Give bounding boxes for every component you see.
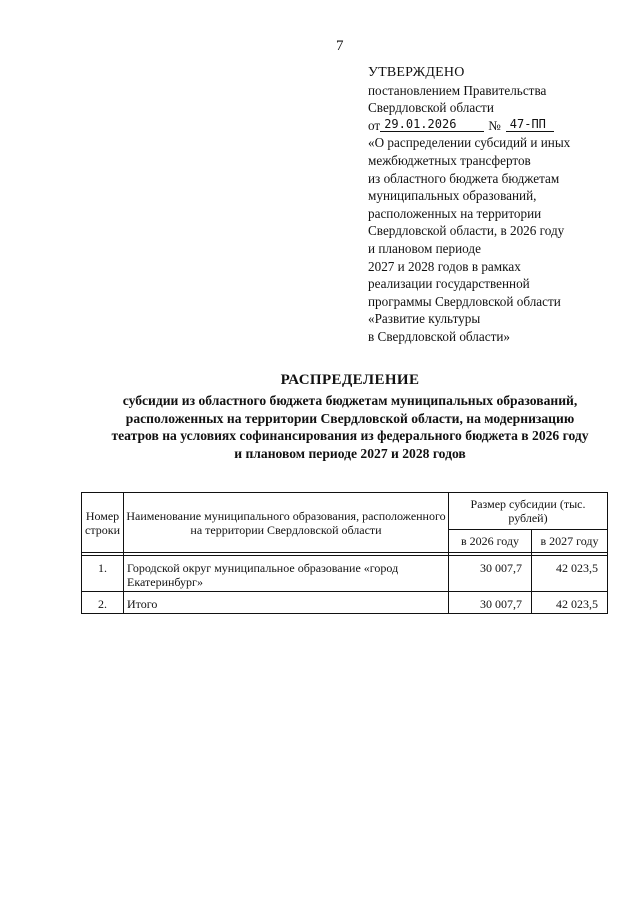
- resolution-title-line: «Развитие культуры: [368, 311, 481, 327]
- row-name: Итого: [124, 592, 449, 614]
- table-row: [82, 556, 608, 592]
- resolution-title-line: реализации государственной: [368, 276, 530, 292]
- resolution-title-line: из областного бюджета бюджетам: [368, 170, 560, 186]
- row-value-2027: 42 023,5: [532, 592, 608, 614]
- resolution-title-line: расположенных на территории: [368, 205, 542, 221]
- resolution-title-line: Свердловской области, в 2026 году: [368, 223, 565, 239]
- header-number: Номер строки: [82, 493, 124, 553]
- subtitle-line: расположенных на территории Свердловской области, на модернизацию: [125, 410, 575, 426]
- header-year-2027: в 2027 году: [532, 530, 608, 553]
- resolution-title-line: муниципальных образований,: [368, 188, 537, 204]
- resolution-title-line: «О распределении субсидий и иных: [368, 135, 571, 151]
- row-number: 2.: [82, 592, 124, 614]
- subtitle-line: и плановом периоде 2027 и 2028 годов: [234, 445, 466, 461]
- table-row: [82, 592, 608, 614]
- approval-line-2: Свердловской области: [368, 100, 494, 116]
- approval-line-1: постановлением Правительства: [368, 82, 547, 98]
- table-header-row: [82, 493, 608, 530]
- row-value-2026: 30 007,7: [449, 592, 532, 614]
- number-label: №: [488, 117, 501, 133]
- distribution-table: [81, 492, 608, 614]
- subtitle-line: театров на условиях софинансирования из федерального бюджета в 2026 году: [111, 428, 589, 444]
- header-subsidy: Размер субсидии (тыс. рублей): [449, 493, 608, 530]
- resolution-title-line: и плановом периоде: [368, 240, 481, 256]
- subtitle-line: субсидии из областного бюджета бюджетам муниципальных образований,: [122, 393, 578, 408]
- resolution-title-line: межбюджетных трансфертов: [368, 152, 531, 168]
- document-title: РАСПРЕДЕЛЕНИЕ: [280, 372, 420, 388]
- page-number: 7: [336, 38, 344, 54]
- approval-date-number-line: [368, 117, 630, 135]
- resolution-number: 47-ПП: [506, 118, 554, 132]
- row-value-2027: 42 023,5: [532, 556, 608, 592]
- header-year-2026: в 2026 году: [449, 530, 532, 553]
- resolution-title-line: в Свердловской области»: [368, 328, 510, 344]
- from-label: от: [368, 117, 381, 133]
- row-value-2026: 30 007,7: [449, 556, 532, 592]
- header-name: Наименование муниципального образования, расположенного на территории Свердловской области: [124, 493, 449, 553]
- row-number: 1.: [82, 556, 124, 592]
- resolution-date: 29.01.2026: [380, 118, 484, 132]
- resolution-title-line: 2027 и 2028 годов в рамках: [368, 258, 521, 274]
- row-name: Городской округ муниципальное образование «город Екатеринбург»: [124, 556, 449, 592]
- approval-block: [368, 64, 630, 346]
- document-title-block: [60, 372, 640, 462]
- resolution-title-line: программы Свердловской области: [368, 293, 561, 309]
- approval-heading: УТВЕРЖДЕНО: [368, 65, 465, 80]
